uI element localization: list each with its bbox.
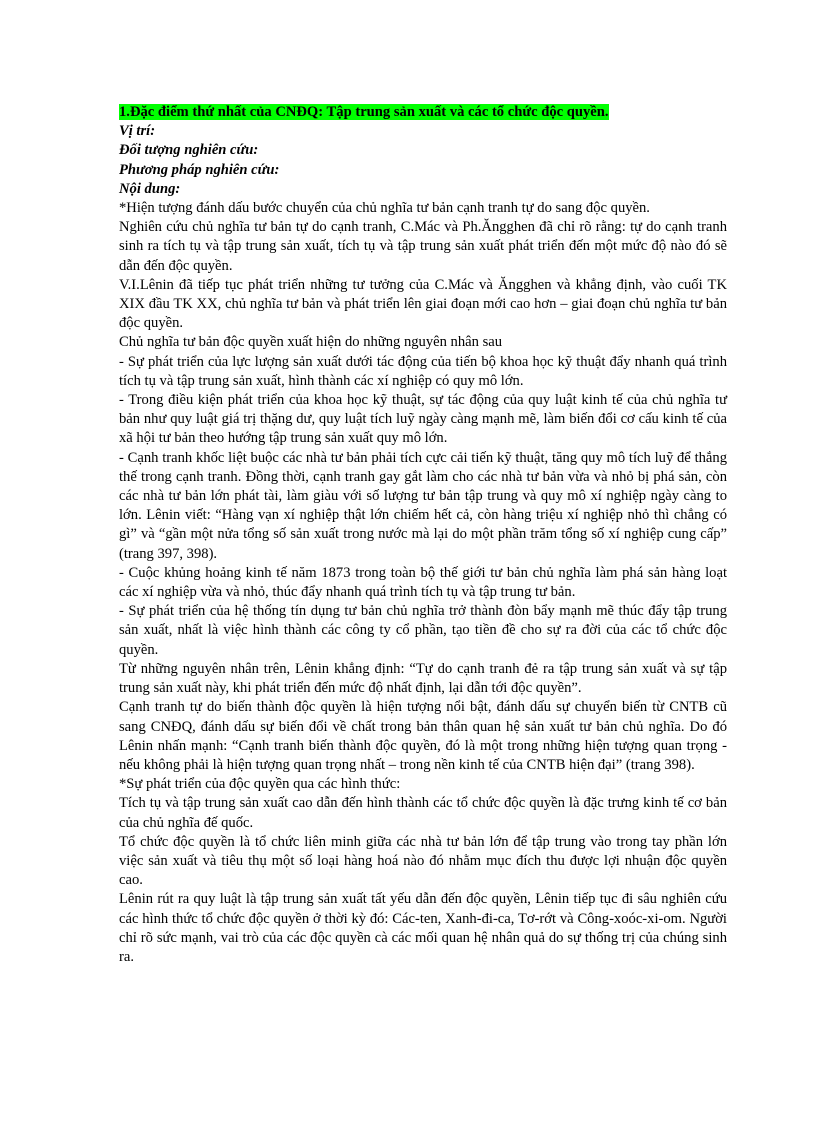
paragraph: V.I.Lênin đã tiếp tục phát triển những tư tưởng của C.Mác và Ăngghen và khẳng định, vào cuối TK XIX đầu TK XX, chủ nghĩa tư bản và phát triển lên giai đoạn mới cao hơn – giai đoạn chủ nghĩa tư bản độc quyền. xyxy=(119,276,727,332)
paragraph: - Sự phát triển của lực lượng sản xuất dưới tác động của tiến bộ khoa học kỹ thuật đẩy nhanh quá trình tích tụ và tập trung sản xuất, hình thành các xí nghiệp có quy mô lớn. xyxy=(119,353,727,389)
paragraph: - Cuộc khủng hoảng kinh tế năm 1873 trong toàn bộ thế giới tư bản chủ nghĩa làm phá sản hàng loạt các xí nghiệp vừa và nhỏ, thúc đẩy nhanh quá trình tích tụ và tập trung tư bản. xyxy=(119,564,727,601)
label-content: Nội dung: xyxy=(119,180,181,197)
paragraph: Cạnh tranh tự do biến thành độc quyền là hiện tượng nổi bật, đánh dấu sự chuyển biến từ CNTB cũ sang CNĐQ, đánh dấu sự biến đổi về chất trong bản thân quan hệ sản xuất tư bản chủ nghĩa. Do đó Lênin nhấn mạnh: “Cạnh tranh biến thành độc quyền, đó là một trong những hiện tượng quan trọng - nếu không phải là hiện tượng quan trọng nhất – trong nền kinh tế của CNTB hiện đại” (trang 398). xyxy=(119,699,727,773)
section-heading xyxy=(119,103,727,122)
label-research-object: Đối tượng nghiên cứu: xyxy=(119,142,259,159)
paragraph: Nghiên cứu chủ nghĩa tư bản tự do cạnh tranh, C.Mác và Ph.Ăngghen đã chỉ rõ rằng: tự do cạnh tranh sinh ra tích tụ và tập trung sản xuất, tích tụ và tập trung sản xuất phát triển đến một mức độ nào đó sẽ dẫn đến độc quyền. xyxy=(119,219,727,274)
document-page xyxy=(119,103,727,967)
paragraph: Chủ nghĩa tư bản độc quyền xuất hiện do những nguyên nhân sau xyxy=(119,334,503,351)
paragraph: Tích tụ và tập trung sản xuất cao dẫn đến hình thành các tổ chức độc quyền là đặc trưng kinh tế cơ bản của chủ nghĩa đế quốc. xyxy=(119,795,727,831)
paragraph: *Hiện tượng đánh dấu bước chuyển của chủ nghĩa tư bản cạnh tranh tự do sang độc quyền. xyxy=(119,200,650,217)
paragraph: - Trong điều kiện phát triển của khoa học kỹ thuật, sự tác động của quy luật kinh tế của chủ nghĩa tư bản như quy luật giá trị thặng dư, quy luật tích luỹ ngày càng mạnh mẽ, làm biến đổi cơ cấu kinh tế của xã hội tư bản theo hướng tập trung sản xuất quy mô lớn. xyxy=(119,392,727,447)
paragraph: - Sự phát triển của hệ thống tín dụng tư bản chủ nghĩa trở thành đòn bẩy mạnh mẽ thúc đẩy tập trung sản xuất, nhất là việc hình thành các công ty cổ phần, tạo tiền đề cho sự ra đời của các tổ chức độc quyền. xyxy=(119,603,727,658)
paragraph: - Cạnh tranh khốc liệt buộc các nhà tư bản phải tích cực cải tiến kỹ thuật, tăng quy mô tích luỹ để thắng thế trong cạnh tranh. Đồng thời, cạnh tranh gay gắt làm cho các nhà tư bản vừa và nhỏ bị phá sản, còn các nhà tư bản lớn phát tài, làm giàu với số lượng tư bản tập trung và quy mô xí nghiệp ngày càng to lớn. Lênin viết: “Hàng vạn xí nghiệp thật lớn chiếm hết cả, còn hàng triệu xí nghiệp nhỏ thì chẳng có gì” và “gần một nửa tổng số sản xuất trong nước mà lại do một phần trăm tổng số xí nghiệp cung cấp” (trang 397, 398). xyxy=(119,449,727,562)
paragraph: *Sự phát triển của độc quyền qua các hình thức: xyxy=(119,776,401,793)
paragraph: Từ những nguyên nhân trên, Lênin khẳng định: “Tự do cạnh tranh đẻ ra tập trung sản xuất và sự tập trung sản xuất này, khi phát triển đến mức độ nhất định, lại dẫn tới độc quyền”. xyxy=(119,660,727,697)
label-position: Vị trí: xyxy=(119,123,156,140)
paragraph: Tổ chức độc quyền là tổ chức liên minh giữa các nhà tư bản lớn để tập trung vào trong tay phần lớn việc sản xuất và tiêu thụ một số loại hàng hoá nào đó nhằm mục đích thu được lợi nhuận độc quyền cao. xyxy=(119,833,727,889)
heading-highlight: 1.Đặc điểm thứ nhất của CNĐQ: Tập trung sản xuất và các tổ chức độc quyền. xyxy=(119,104,609,120)
label-research-method: Phương pháp nghiên cứu: xyxy=(119,161,280,178)
paragraph: Lênin rút ra quy luật là tập trung sản xuất tất yếu dẫn đến độc quyền, Lênin tiếp tục đi sâu nghiên cứu các hình thức tổ chức độc quyền ở thời kỳ đó: Các-ten, Xanh-đi-ca, Tơ-rớt và Công-xoóc-xi-om. Người chỉ rõ sức mạnh, vai trò của các độc quyền cà các mối quan hệ nhân quả do sự thống trị của chúng sinh ra. xyxy=(119,891,727,965)
